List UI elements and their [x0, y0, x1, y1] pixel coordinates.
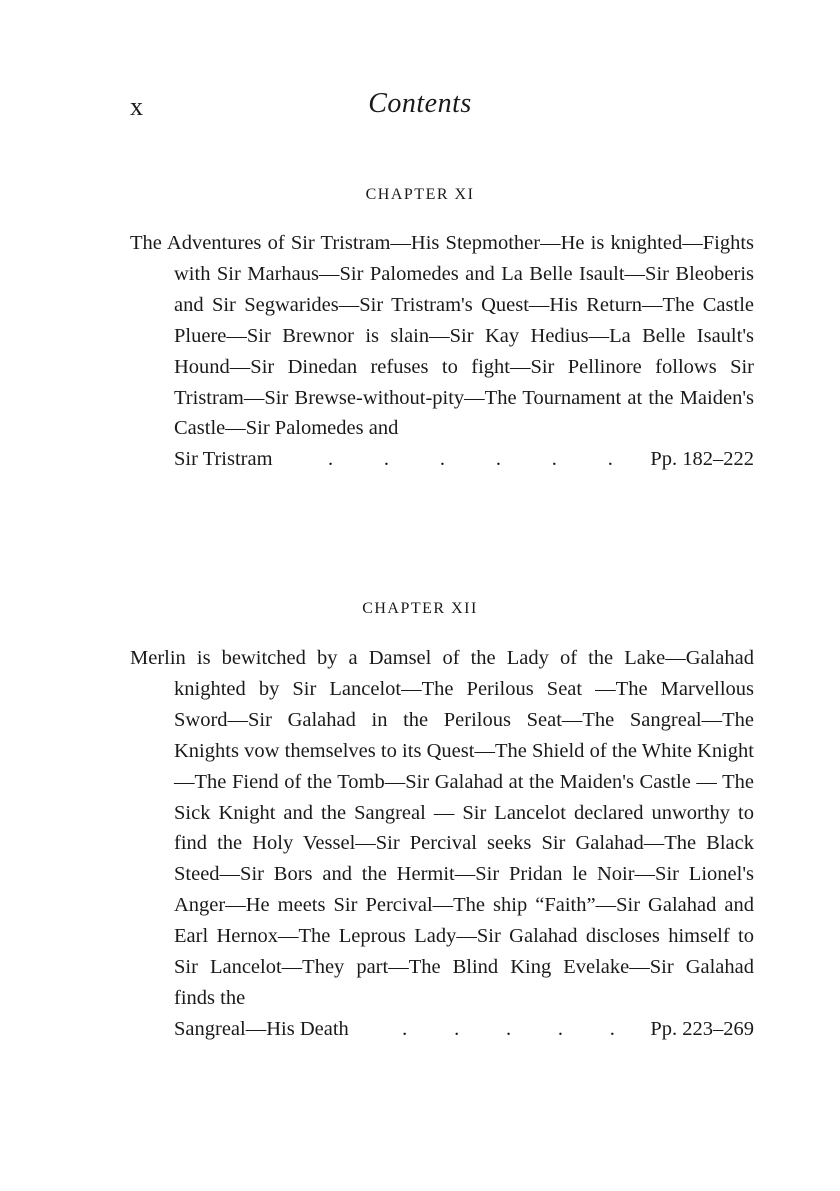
chapter-heading: CHAPTER XI — [365, 186, 475, 203]
chapter-last-entry: Sir Tristram — [174, 448, 273, 471]
page-number: x — [130, 92, 144, 121]
page-range-line — [174, 444, 754, 475]
chapter-last-entry: Sangreal—His Death — [174, 1017, 349, 1040]
running-title: Contents — [368, 88, 472, 119]
chapter-summary-text: Merlin is bewitched by a Damsel of the Lady of the Lake—Galahad knighted by Sir Lancelot—The Perilous Seat —The Marvellous Sword—Sir Galahad in the Perilous Seat—The Sangreal—The Knights vow themselves to its Quest—The Shield of the White Knight—The Fiend of the Tomb—Sir Galahad at the Maiden's Castle — The Sick Knight and the Sangreal — Sir Lancelot declared unworthy to find the Holy Vessel—Sir Percival seeks Sir Galahad—The Black Steed—Sir Bors and the Hermit—Sir Pridan le Noir—Sir Lionel's Anger—He meets Sir Percival—The ship “Faith”—Sir Galahad and Earl Hernox—The Leprous Lady—Sir Galahad discloses himself to Sir Lancelot—They part—The Blind King Evelake—Sir Galahad finds the — [130, 647, 754, 1009]
chapter-heading: CHAPTER XII — [362, 600, 478, 617]
page-range: Pp. 182–222 — [650, 448, 754, 471]
chapter-summary-text: The Adventures of Sir Tristram—His Stepmother—He is knighted—Fights with Sir Marhaus—Sir Palomedes and La Belle Isault—Sir Bleoberis and Sir Segwarides—Sir Tristram's Quest—His Return—The Castle Pluere—Sir Brewnor is slain—Sir Kay Hedius—La Belle Isault's Hound—Sir Dinedan refuses to fight—Sir Pellinore follows Sir Tristram—Sir Brewse-without-pity—The Tournament at the Maiden's Castle—Sir Palomedes and — [130, 232, 754, 440]
page-range-line — [174, 1014, 754, 1045]
leader-dots: . . . . . — [402, 1017, 615, 1040]
chapter-summary — [130, 228, 754, 475]
leader-dots: . . . . . . — [327, 448, 613, 471]
page-range: Pp. 223–269 — [650, 1017, 754, 1040]
chapter-summary — [130, 643, 754, 1045]
